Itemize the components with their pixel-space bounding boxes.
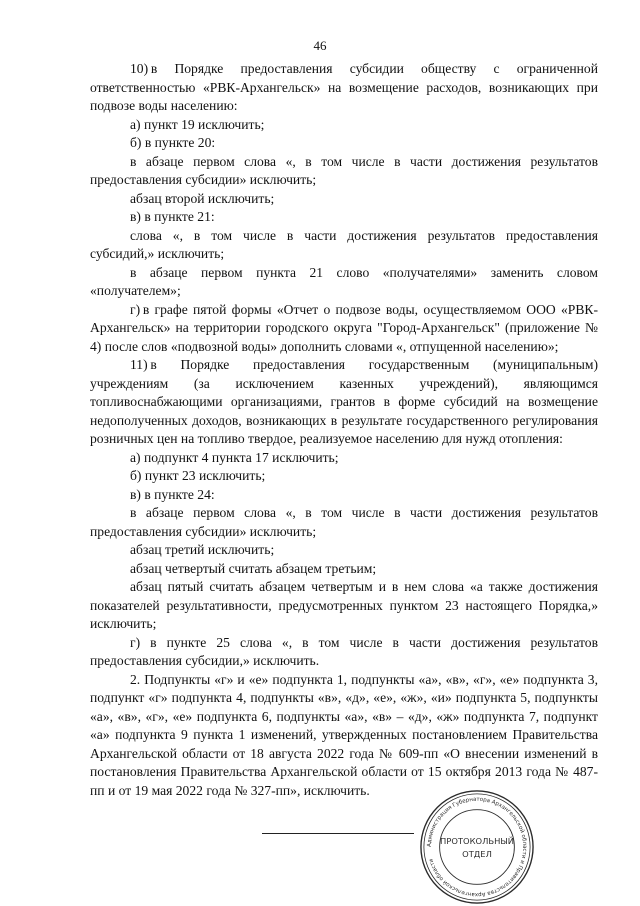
paragraph: 2. Подпункты «г» и «е» подпункта 1, подпункты «а», «в», «г», «е» подпункта 3, подпункт «г» подпункта 4, подпункты «в», «д», «е», «ж», «и» подпункта 5, подпункты «а», «в», «г», «е» подпункта 6, подпункты «а», «в» – «д», «ж» подпункта 7, подпункт «а» подпункта 9 пункта 1 изменений, утвержденных постановлением Правительства Архангельской области от 18 августа 2022 года № 609-пп «О внесении изменений в постановления Правительства Архангельской области от 15 октября 2013 года № 487-пп и от 19 мая 2022 года № 327-пп», исключить. xyxy=(90,671,598,798)
paragraph: в) в пункте 24: xyxy=(130,486,215,502)
official-stamp xyxy=(418,788,536,906)
paragraph: 10) в Порядке предоставления субсидии обществу с ограниченной ответственностью «РВК-Архангельск» на возмещение расходов, возникающих при подвозе воды населению: xyxy=(90,61,598,113)
paragraph: б) в пункте 20: xyxy=(130,135,216,150)
signature-line xyxy=(262,833,414,834)
paragraph: г) в пункте 25 слова «, в том числе в части достижения результатов предоставления субсидии,» исключить. xyxy=(90,634,598,668)
paragraph: абзац второй исключить; xyxy=(130,190,275,206)
paragraph: абзац пятый считать абзацем четвертым и в нем слова «а также достижения показателей результативности, предусмотренных пунктом 23 настоящего Порядка,» исключить; xyxy=(90,579,598,631)
paragraph: в) в пункте 21: xyxy=(130,209,215,224)
paragraph: абзац третий исключить; xyxy=(130,542,275,557)
paragraph: а) подпункт 4 пункта 17 исключить; xyxy=(130,449,339,465)
paragraph: слова «, в том числе в части достижения результатов предоставления субсидий,» исключить; xyxy=(90,227,598,261)
paragraph: в абзаце первом слова «, в том числе в части достижения результатов предоставления субсидии» исключить; xyxy=(90,505,598,539)
paragraph: в абзаце первом слова «, в том числе в части достижения результатов предоставления субсидии» исключить; xyxy=(90,153,598,187)
stamp-ring-text: Администрация Губернатора Архангельской области и Правительства Архангельской области xyxy=(426,796,528,898)
paragraph: г) в графе пятой формы «Отчет о подвозе воды, осуществляемом ООО «РВК-Архангельск» на территории городского округа "Город-Архангельск" (приложение № 4) после слов «подвозной воды» дополнить словами «, отпущенной населению»; xyxy=(90,301,598,354)
paragraph: б) пункт 23 исключить; xyxy=(130,468,266,483)
document-body xyxy=(90,60,598,800)
stamp-center-line2: ОТДЕЛ xyxy=(462,848,492,859)
stamp-center-line1: ПРОТОКОЛЬНЫЙ xyxy=(440,836,514,847)
paragraph: 11) в Порядке предоставления государственным (муниципальным) учреждениям (за исключением казенных учреждений), являющимся топливоснабжающими организациями, грантов в форме субсидий на возмещение недополученных доходов, возникающих в результате государственного регулирования розничных цен на топливо твердое, реализуемое населению для нужд отопления: xyxy=(90,357,598,446)
page-number: 46 xyxy=(313,38,327,53)
paragraph: а) пункт 19 исключить; xyxy=(130,116,265,132)
paragraph: абзац четвертый считать абзацем третьим; xyxy=(130,560,377,576)
paragraph: в абзаце первом пункта 21 слово «получателями» заменить словом «получателем»; xyxy=(90,264,598,298)
